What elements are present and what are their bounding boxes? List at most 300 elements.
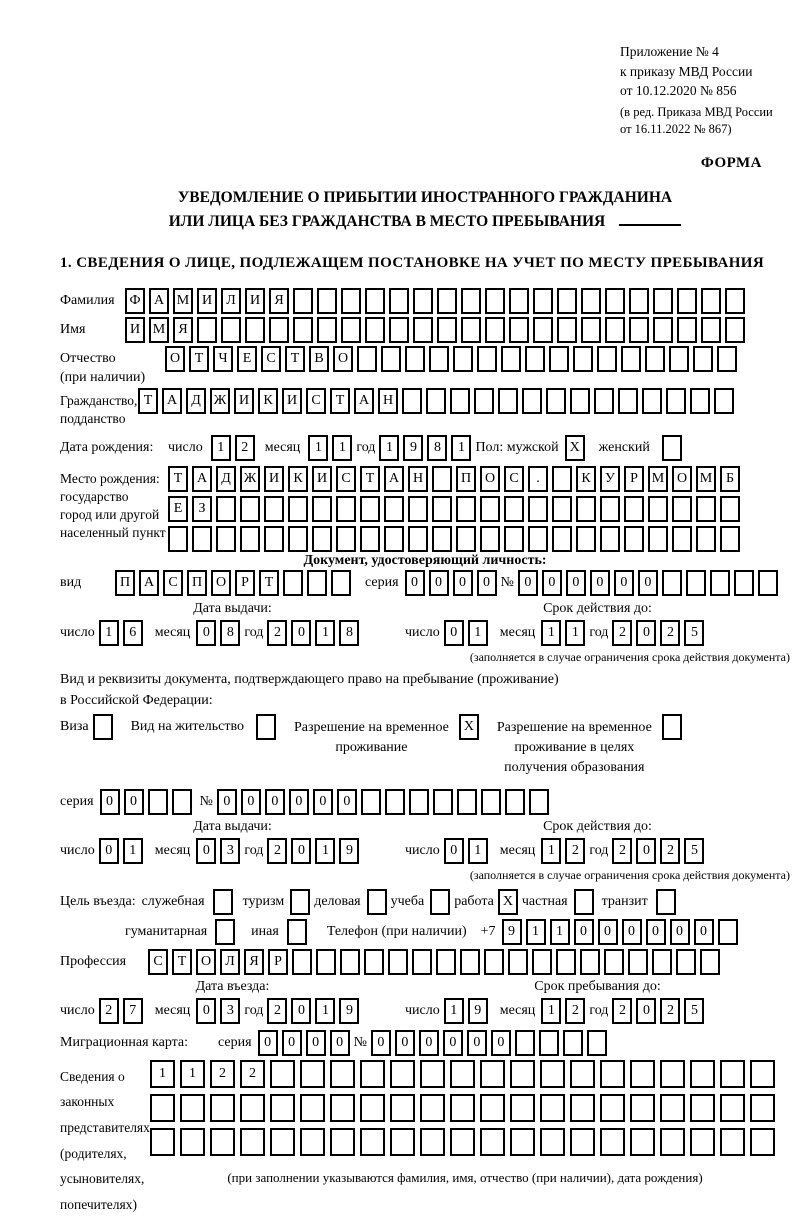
char-box[interactable] xyxy=(409,789,429,815)
char-box[interactable] xyxy=(213,889,233,915)
char-box[interactable] xyxy=(413,317,433,343)
char-box[interactable] xyxy=(336,496,356,522)
char-box[interactable] xyxy=(413,288,433,314)
char-box[interactable] xyxy=(180,1128,205,1156)
char-box[interactable]: 1 xyxy=(99,620,119,646)
char-box[interactable] xyxy=(288,496,308,522)
char-box[interactable] xyxy=(720,526,740,552)
char-box[interactable]: 1 xyxy=(526,919,546,945)
char-box[interactable] xyxy=(450,1094,475,1122)
char-box[interactable]: Ж xyxy=(210,388,230,414)
char-box[interactable] xyxy=(270,1094,295,1122)
char-box[interactable] xyxy=(283,570,303,596)
char-box[interactable] xyxy=(481,789,501,815)
char-box[interactable] xyxy=(510,1060,535,1088)
char-box[interactable] xyxy=(474,388,494,414)
char-box[interactable]: 2 xyxy=(660,620,680,646)
char-box[interactable]: 5 xyxy=(684,620,704,646)
char-box[interactable] xyxy=(389,317,409,343)
char-box[interactable]: 0 xyxy=(477,570,497,596)
char-box[interactable]: 0 xyxy=(636,998,656,1024)
char-box[interactable]: И xyxy=(197,288,217,314)
char-box[interactable] xyxy=(563,1030,583,1056)
char-box[interactable] xyxy=(450,1060,475,1088)
char-box[interactable] xyxy=(498,388,518,414)
char-box[interactable] xyxy=(312,526,332,552)
char-box[interactable] xyxy=(725,317,745,343)
char-box[interactable]: Д xyxy=(186,388,206,414)
char-box[interactable] xyxy=(509,317,529,343)
char-box[interactable]: Т xyxy=(285,346,305,372)
char-box[interactable] xyxy=(340,949,360,975)
char-box[interactable] xyxy=(457,789,477,815)
char-box[interactable]: 0 xyxy=(443,1030,463,1056)
char-box[interactable] xyxy=(532,949,552,975)
char-box[interactable] xyxy=(150,1128,175,1156)
char-box[interactable]: 9 xyxy=(403,435,423,461)
char-box[interactable] xyxy=(330,1060,355,1088)
char-box[interactable]: 2 xyxy=(612,838,632,864)
char-box[interactable]: 0 xyxy=(306,1030,326,1056)
char-box[interactable] xyxy=(437,288,457,314)
char-box[interactable] xyxy=(210,1128,235,1156)
char-box[interactable]: Т xyxy=(138,388,158,414)
char-box[interactable]: С xyxy=(306,388,326,414)
char-box[interactable] xyxy=(432,526,452,552)
char-box[interactable] xyxy=(477,346,497,372)
char-box[interactable] xyxy=(331,570,351,596)
char-box[interactable]: 2 xyxy=(235,435,255,461)
char-box[interactable] xyxy=(570,388,590,414)
char-box[interactable] xyxy=(221,317,241,343)
char-box[interactable] xyxy=(510,1094,535,1122)
char-box[interactable]: 2 xyxy=(612,998,632,1024)
char-box[interactable]: П xyxy=(187,570,207,596)
char-box[interactable]: 1 xyxy=(315,838,335,864)
char-box[interactable] xyxy=(645,346,665,372)
char-box[interactable] xyxy=(480,1128,505,1156)
char-box[interactable] xyxy=(701,288,721,314)
char-box[interactable] xyxy=(600,1094,625,1122)
char-box[interactable]: Б xyxy=(720,466,740,492)
char-box[interactable]: К xyxy=(576,466,596,492)
char-box[interactable] xyxy=(508,949,528,975)
char-box[interactable] xyxy=(408,496,428,522)
char-box[interactable] xyxy=(150,1094,175,1122)
char-box[interactable]: А xyxy=(162,388,182,414)
char-box[interactable]: 2 xyxy=(612,620,632,646)
char-box[interactable] xyxy=(662,714,682,740)
char-box[interactable] xyxy=(533,288,553,314)
char-box[interactable]: И xyxy=(245,288,265,314)
char-box[interactable] xyxy=(460,949,480,975)
char-box[interactable] xyxy=(269,317,289,343)
char-box[interactable]: 1 xyxy=(444,998,464,1024)
char-box[interactable] xyxy=(360,496,380,522)
char-box[interactable] xyxy=(412,949,432,975)
char-box[interactable] xyxy=(504,496,524,522)
char-box[interactable]: С xyxy=(148,949,168,975)
char-box[interactable]: 9 xyxy=(468,998,488,1024)
char-box[interactable]: И xyxy=(312,466,332,492)
char-box[interactable]: 8 xyxy=(220,620,240,646)
char-box[interactable]: 0 xyxy=(614,570,634,596)
char-box[interactable] xyxy=(720,496,740,522)
char-box[interactable] xyxy=(216,496,236,522)
char-box[interactable]: С xyxy=(261,346,281,372)
char-box[interactable] xyxy=(168,526,188,552)
char-box[interactable]: 0 xyxy=(622,919,642,945)
char-box[interactable] xyxy=(420,1128,445,1156)
char-box[interactable]: X xyxy=(565,435,585,461)
char-box[interactable] xyxy=(686,570,706,596)
char-box[interactable]: 0 xyxy=(196,998,216,1024)
char-box[interactable] xyxy=(662,435,682,461)
char-box[interactable] xyxy=(696,496,716,522)
char-box[interactable] xyxy=(341,288,361,314)
char-box[interactable] xyxy=(426,388,446,414)
char-box[interactable] xyxy=(365,288,385,314)
char-box[interactable] xyxy=(720,1128,745,1156)
char-box[interactable]: З xyxy=(192,496,212,522)
char-box[interactable] xyxy=(293,288,313,314)
char-box[interactable]: Т xyxy=(360,466,380,492)
char-box[interactable] xyxy=(485,288,505,314)
char-box[interactable]: 6 xyxy=(123,620,143,646)
char-box[interactable] xyxy=(574,889,594,915)
char-box[interactable]: X xyxy=(459,714,479,740)
char-box[interactable] xyxy=(408,526,428,552)
char-box[interactable]: 0 xyxy=(289,789,309,815)
char-box[interactable]: 1 xyxy=(541,838,561,864)
char-box[interactable] xyxy=(388,949,408,975)
char-box[interactable] xyxy=(750,1128,775,1156)
char-box[interactable] xyxy=(292,949,312,975)
char-box[interactable] xyxy=(677,317,697,343)
char-box[interactable]: 1 xyxy=(468,838,488,864)
char-box[interactable]: 0 xyxy=(124,789,144,815)
char-box[interactable] xyxy=(750,1094,775,1122)
char-box[interactable]: 2 xyxy=(99,998,119,1024)
char-box[interactable] xyxy=(429,346,449,372)
char-box[interactable] xyxy=(621,346,641,372)
char-box[interactable] xyxy=(666,388,686,414)
char-box[interactable] xyxy=(693,346,713,372)
char-box[interactable]: 1 xyxy=(150,1060,175,1088)
char-box[interactable] xyxy=(504,526,524,552)
char-box[interactable]: 8 xyxy=(339,620,359,646)
char-box[interactable]: П xyxy=(456,466,476,492)
char-box[interactable]: X xyxy=(498,889,518,915)
char-box[interactable] xyxy=(300,1094,325,1122)
char-box[interactable]: 0 xyxy=(282,1030,302,1056)
char-box[interactable] xyxy=(316,949,336,975)
char-box[interactable] xyxy=(630,1094,655,1122)
char-box[interactable]: О xyxy=(480,466,500,492)
char-box[interactable] xyxy=(539,1030,559,1056)
char-box[interactable]: 1 xyxy=(468,620,488,646)
char-box[interactable] xyxy=(600,526,620,552)
char-box[interactable]: 1 xyxy=(315,998,335,1024)
char-box[interactable] xyxy=(381,346,401,372)
char-box[interactable] xyxy=(317,317,337,343)
char-box[interactable]: Д xyxy=(216,466,236,492)
char-box[interactable]: А xyxy=(384,466,404,492)
char-box[interactable] xyxy=(264,496,284,522)
char-box[interactable]: Т xyxy=(168,466,188,492)
char-box[interactable] xyxy=(720,1094,745,1122)
char-box[interactable]: 0 xyxy=(371,1030,391,1056)
char-box[interactable] xyxy=(290,889,310,915)
char-box[interactable] xyxy=(384,496,404,522)
char-box[interactable] xyxy=(642,388,662,414)
char-box[interactable]: 1 xyxy=(451,435,471,461)
char-box[interactable] xyxy=(240,1094,265,1122)
char-box[interactable]: У xyxy=(600,466,620,492)
char-box[interactable] xyxy=(669,346,689,372)
char-box[interactable] xyxy=(570,1094,595,1122)
char-box[interactable]: А xyxy=(149,288,169,314)
char-box[interactable] xyxy=(540,1128,565,1156)
char-box[interactable]: Я xyxy=(173,317,193,343)
char-box[interactable] xyxy=(676,949,696,975)
char-box[interactable]: 1 xyxy=(332,435,352,461)
char-box[interactable] xyxy=(628,949,648,975)
char-box[interactable]: И xyxy=(234,388,254,414)
char-box[interactable]: Я xyxy=(244,949,264,975)
char-box[interactable] xyxy=(662,570,682,596)
char-box[interactable]: М xyxy=(173,288,193,314)
char-box[interactable] xyxy=(501,346,521,372)
char-box[interactable]: 0 xyxy=(542,570,562,596)
char-box[interactable]: И xyxy=(125,317,145,343)
char-box[interactable] xyxy=(528,526,548,552)
char-box[interactable]: А xyxy=(139,570,159,596)
char-box[interactable]: 0 xyxy=(646,919,666,945)
char-box[interactable]: 0 xyxy=(291,838,311,864)
char-box[interactable]: Н xyxy=(378,388,398,414)
char-box[interactable]: Т xyxy=(189,346,209,372)
char-box[interactable]: М xyxy=(696,466,716,492)
char-box[interactable]: 0 xyxy=(636,620,656,646)
char-box[interactable]: 0 xyxy=(429,570,449,596)
char-box[interactable] xyxy=(433,789,453,815)
char-box[interactable] xyxy=(360,526,380,552)
char-box[interactable] xyxy=(436,949,456,975)
char-box[interactable]: 0 xyxy=(196,620,216,646)
char-box[interactable]: 0 xyxy=(518,570,538,596)
char-box[interactable] xyxy=(484,949,504,975)
char-box[interactable] xyxy=(690,1094,715,1122)
char-box[interactable] xyxy=(552,466,572,492)
char-box[interactable] xyxy=(510,1128,535,1156)
char-box[interactable] xyxy=(420,1094,445,1122)
char-box[interactable] xyxy=(341,317,361,343)
char-box[interactable] xyxy=(288,526,308,552)
char-box[interactable] xyxy=(672,496,692,522)
char-box[interactable] xyxy=(405,346,425,372)
char-box[interactable]: О xyxy=(333,346,353,372)
char-box[interactable] xyxy=(557,288,577,314)
char-box[interactable] xyxy=(690,1060,715,1088)
char-box[interactable] xyxy=(390,1060,415,1088)
char-box[interactable]: 0 xyxy=(574,919,594,945)
char-box[interactable] xyxy=(629,288,649,314)
char-box[interactable] xyxy=(570,1060,595,1088)
char-box[interactable]: 1 xyxy=(123,838,143,864)
char-box[interactable] xyxy=(390,1128,415,1156)
char-box[interactable] xyxy=(587,1030,607,1056)
char-box[interactable]: С xyxy=(336,466,356,492)
char-box[interactable]: О xyxy=(165,346,185,372)
char-box[interactable] xyxy=(696,526,716,552)
char-box[interactable]: 1 xyxy=(541,998,561,1024)
char-box[interactable] xyxy=(450,388,470,414)
char-box[interactable] xyxy=(215,919,235,945)
char-box[interactable] xyxy=(509,288,529,314)
char-box[interactable]: 9 xyxy=(502,919,522,945)
char-box[interactable] xyxy=(700,949,720,975)
char-box[interactable]: 1 xyxy=(379,435,399,461)
char-box[interactable] xyxy=(525,346,545,372)
char-box[interactable] xyxy=(570,1128,595,1156)
char-box[interactable] xyxy=(618,388,638,414)
char-box[interactable] xyxy=(461,317,481,343)
char-box[interactable] xyxy=(456,496,476,522)
char-box[interactable]: М xyxy=(149,317,169,343)
char-box[interactable] xyxy=(529,789,549,815)
char-box[interactable]: 5 xyxy=(684,838,704,864)
char-box[interactable]: В xyxy=(309,346,329,372)
char-box[interactable] xyxy=(192,526,212,552)
char-box[interactable] xyxy=(197,317,217,343)
char-box[interactable] xyxy=(576,496,596,522)
char-box[interactable] xyxy=(453,346,473,372)
char-box[interactable] xyxy=(624,526,644,552)
char-box[interactable] xyxy=(600,496,620,522)
char-box[interactable] xyxy=(556,949,576,975)
char-box[interactable] xyxy=(557,317,577,343)
char-box[interactable]: Р xyxy=(624,466,644,492)
char-box[interactable]: 0 xyxy=(330,1030,350,1056)
char-box[interactable] xyxy=(240,496,260,522)
char-box[interactable]: 0 xyxy=(694,919,714,945)
char-box[interactable] xyxy=(461,288,481,314)
char-box[interactable] xyxy=(307,570,327,596)
char-box[interactable]: 3 xyxy=(220,838,240,864)
char-box[interactable] xyxy=(270,1128,295,1156)
char-box[interactable] xyxy=(581,288,601,314)
char-box[interactable] xyxy=(630,1060,655,1088)
char-box[interactable] xyxy=(660,1094,685,1122)
char-box[interactable] xyxy=(264,526,284,552)
char-box[interactable] xyxy=(750,1060,775,1088)
char-box[interactable]: 0 xyxy=(291,620,311,646)
char-box[interactable]: 2 xyxy=(267,838,287,864)
char-box[interactable] xyxy=(210,1094,235,1122)
char-box[interactable]: Р xyxy=(268,949,288,975)
char-box[interactable] xyxy=(653,288,673,314)
char-box[interactable]: 1 xyxy=(315,620,335,646)
char-box[interactable] xyxy=(357,346,377,372)
char-box[interactable] xyxy=(580,949,600,975)
char-box[interactable]: . xyxy=(528,466,548,492)
char-box[interactable]: Ф xyxy=(125,288,145,314)
char-box[interactable] xyxy=(287,919,307,945)
char-box[interactable] xyxy=(552,526,572,552)
char-box[interactable] xyxy=(172,789,192,815)
char-box[interactable] xyxy=(293,317,313,343)
char-box[interactable]: К xyxy=(288,466,308,492)
char-box[interactable] xyxy=(677,288,697,314)
char-box[interactable]: 0 xyxy=(444,838,464,864)
char-box[interactable] xyxy=(216,526,236,552)
char-box[interactable] xyxy=(420,1060,445,1088)
char-box[interactable]: 0 xyxy=(405,570,425,596)
char-box[interactable] xyxy=(93,714,113,740)
char-box[interactable]: А xyxy=(354,388,374,414)
char-box[interactable]: 5 xyxy=(684,998,704,1024)
char-box[interactable]: И xyxy=(282,388,302,414)
char-box[interactable]: 0 xyxy=(566,570,586,596)
char-box[interactable]: О xyxy=(211,570,231,596)
char-box[interactable] xyxy=(256,714,276,740)
char-box[interactable]: 2 xyxy=(660,998,680,1024)
char-box[interactable] xyxy=(480,496,500,522)
char-box[interactable]: Л xyxy=(221,288,241,314)
char-box[interactable] xyxy=(714,388,734,414)
char-box[interactable]: 0 xyxy=(638,570,658,596)
char-box[interactable] xyxy=(505,789,525,815)
char-box[interactable] xyxy=(317,288,337,314)
char-box[interactable] xyxy=(734,570,754,596)
char-box[interactable] xyxy=(600,1060,625,1088)
char-box[interactable] xyxy=(600,1128,625,1156)
char-box[interactable] xyxy=(330,1094,355,1122)
char-box[interactable]: А xyxy=(192,466,212,492)
char-box[interactable] xyxy=(385,789,405,815)
char-box[interactable]: К xyxy=(258,388,278,414)
char-box[interactable] xyxy=(718,919,738,945)
char-box[interactable]: О xyxy=(196,949,216,975)
char-box[interactable] xyxy=(180,1094,205,1122)
char-box[interactable]: О xyxy=(672,466,692,492)
char-box[interactable]: 1 xyxy=(565,620,585,646)
char-box[interactable] xyxy=(533,317,553,343)
char-box[interactable] xyxy=(717,346,737,372)
char-box[interactable]: П xyxy=(115,570,135,596)
char-box[interactable]: Т xyxy=(259,570,279,596)
char-box[interactable] xyxy=(360,1094,385,1122)
char-box[interactable]: С xyxy=(163,570,183,596)
char-box[interactable] xyxy=(540,1094,565,1122)
char-box[interactable] xyxy=(725,288,745,314)
char-box[interactable] xyxy=(480,1094,505,1122)
char-box[interactable] xyxy=(660,1060,685,1088)
char-box[interactable] xyxy=(653,317,673,343)
char-box[interactable] xyxy=(522,388,542,414)
char-box[interactable]: Т xyxy=(172,949,192,975)
char-box[interactable]: Л xyxy=(220,949,240,975)
char-box[interactable] xyxy=(389,288,409,314)
char-box[interactable] xyxy=(656,889,676,915)
char-box[interactable]: 2 xyxy=(565,998,585,1024)
char-box[interactable]: 0 xyxy=(217,789,237,815)
char-box[interactable]: 0 xyxy=(99,838,119,864)
char-box[interactable]: Я xyxy=(269,288,289,314)
char-box[interactable]: 0 xyxy=(395,1030,415,1056)
char-box[interactable] xyxy=(605,288,625,314)
